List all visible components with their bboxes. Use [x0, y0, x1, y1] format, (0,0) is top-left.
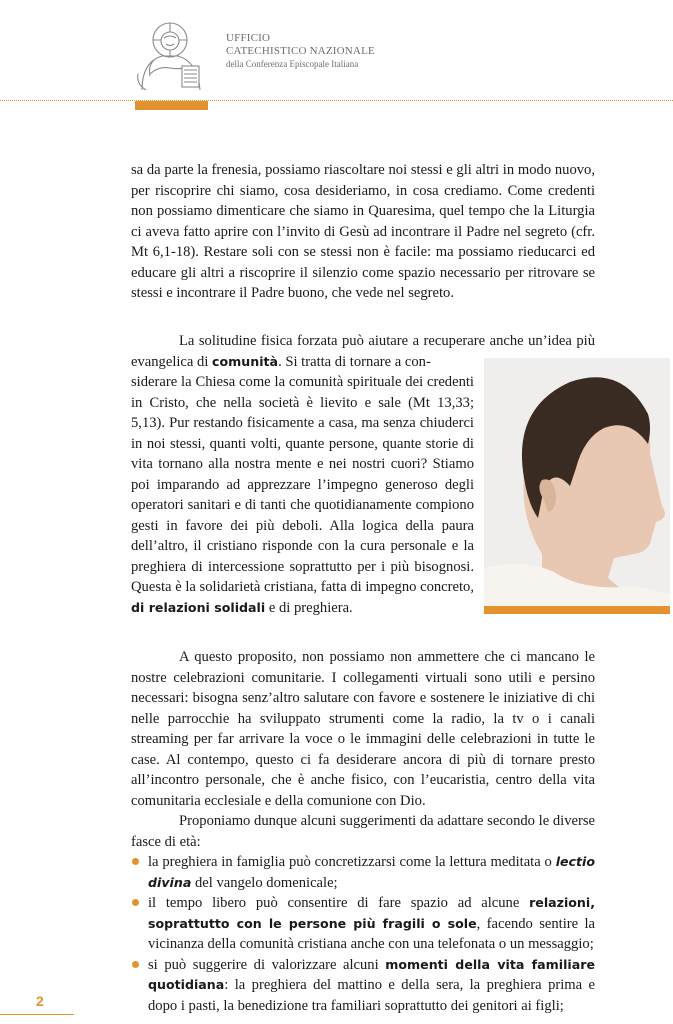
christ-pantocrator-logo-icon	[128, 14, 216, 94]
suggestions-list	[131, 852, 595, 1016]
paragraph-4: Proponiamo dunque alcuni suggerimenti da adattare secondo le diverse fasce di età:	[131, 813, 595, 850]
list-item-3-text-b: : la preghiera del mattino e della sera, la preghiera prima e dopo i pasti, la benedizione tra familiari soprattutto dei genitori ai figli;	[148, 977, 595, 1014]
bullet-icon	[132, 858, 139, 865]
paragraph-2-bold-relazioni: di relazioni solidali	[131, 599, 266, 615]
young-man-profile-photo	[484, 358, 670, 608]
paragraph-2-body	[131, 372, 474, 618]
organization-name	[226, 32, 375, 71]
list-item	[131, 852, 595, 893]
header-dotted-divider	[0, 100, 673, 101]
photo-illustration	[484, 358, 670, 608]
list-item	[131, 955, 595, 1017]
paragraph-2-text-a: La solitudine fisica forzata può aiutare a recuperare anche un’idea più evangelica di	[131, 333, 595, 370]
list-item-2-text-b: , facendo sentire la vicinanza della comunità cristiana anche con una telefonata o un messaggio;	[148, 915, 595, 952]
org-line-1: UFFICIO	[226, 32, 271, 44]
bullet-icon	[132, 961, 139, 968]
org-line-2: CATECHISTICO NAZIONALE	[226, 45, 375, 57]
org-line-3: della Conferenza Episcopale Italiana	[226, 59, 359, 69]
list-item-1-text-b: del vangelo domenicale;	[191, 874, 338, 891]
list-item-2-text-a: il tempo libero può consentire di fare spazio ad alcune	[148, 895, 530, 911]
header-accent-tab	[135, 101, 208, 110]
list-item-3-text-a: si può suggerire di valorizzare alcuni	[148, 956, 386, 973]
page-header	[0, 0, 673, 112]
page-number: 2	[36, 993, 44, 1009]
footer-divider	[0, 1014, 74, 1015]
paragraph-2-bold-comunita: comunità	[212, 353, 279, 369]
bullet-icon	[132, 899, 139, 906]
paragraph-2-text-b: . Si tratta di tornare a con-	[278, 353, 431, 370]
list-item-1-text-a: la preghiera in famiglia può concretizzarsi come la lettura meditata o	[148, 854, 556, 870]
paragraph-3: A questo proposito, non possiamo non ammettere che ci mancano le nostre celebrazioni comunitarie. I collegamenti virtuali sono utili e persino necessari: bisogna senz’altro salutare con favore e sostenere le iniziative di chi nelle parrocchie ha sviluppato strumenti come la radio, la tv o i canali streaming per far arrivare la voce o le immagini delle celebrazioni in tutte le case. Al contempo, questo ci fa desiderare ancora di più di tornare presto all’incontro personale, che è anche fisico, con l’eucaristia, centro della vita comunitaria ecclesiale e della comunione con Dio.	[131, 649, 595, 809]
paragraph-2-text-d: e di preghiera.	[265, 599, 353, 616]
paragraph-1: sa da parte la frenesia, possiamo riascoltare noi stessi e gli altri in modo nuovo, per riscoprire chi siamo, cosa desideriamo, in cosa crediamo. Come credenti non possiamo dimenticare che siamo in Quaresima, quel tempo che la Liturgia ci aveva fatto aprire con l’invito di Gesù ad incontrare il Padre nel segreto (cfr. Mt 6,1-18). Restare soli con se stessi non è facile: ma possiamo rieducarci ed educare gli altri a riscoprire il silenzio come spazio necessario per ritrovare se stessi e incontrare il Padre buono, che vede nel segreto.	[131, 162, 595, 301]
photo-accent-bar	[484, 606, 670, 614]
list-item-3-bold: momenti della vita familiare quotidiana	[148, 956, 595, 992]
list-item-1-bold: lectio divina	[148, 854, 595, 890]
list-item-2-bold: relazioni, soprattutto con le persone più fragili o sole	[148, 895, 595, 931]
list-item	[131, 893, 595, 955]
paragraph-2-text-c: siderare la Chiesa come la comunità spirituale dei credenti in Cristo, che nella società è lievito e sale (Mt 13,33; 5,13). Pur restando fisicamente a casa, ma senza chiuderci in noi stessi, quanti volti, quante persone, quante storie di vita tornano alla nostra mente e nei nostri cuori? Stiamo poi imparando ad apprezzare l’impegno generoso degli operatori sanitari e di tanti che quotidianamente compiono gesti in favore dei più deboli. Alla logica della paura dell’altro, il cristiano risponde con la cura personale e la preghiera di intercessione soprattutto per i più bisognosi. Questa è la solidarietà cristiana, fatta di impegno concreto,	[131, 374, 474, 595]
